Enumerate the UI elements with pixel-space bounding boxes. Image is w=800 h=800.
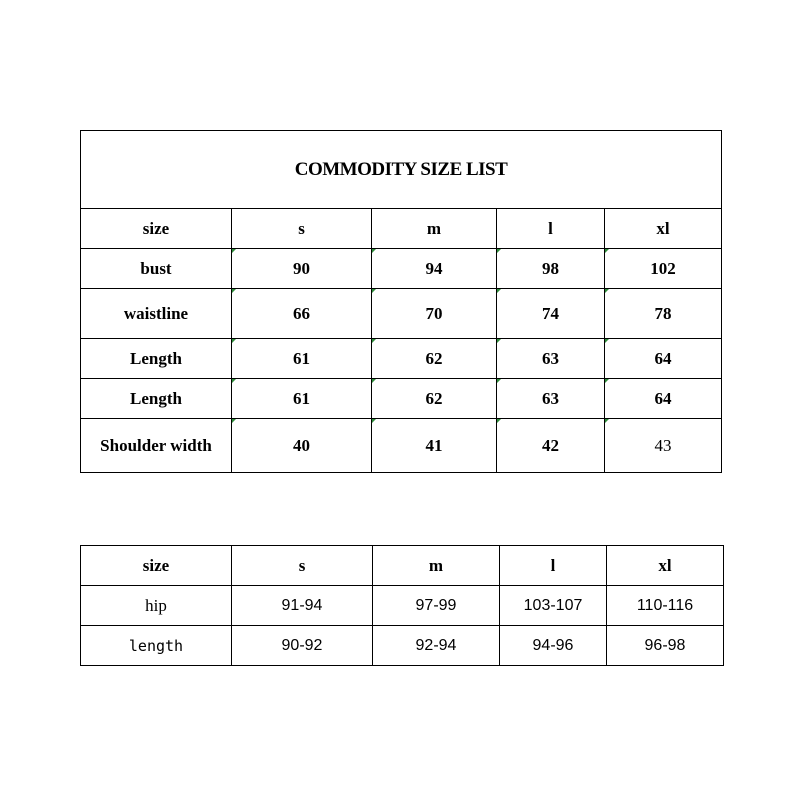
row-label: bust [81, 249, 232, 289]
table-cell: 62 [372, 339, 497, 379]
table-cell: 102 [605, 249, 722, 289]
table-cell: 91-94 [232, 586, 373, 626]
table-cell: 98 [497, 249, 605, 289]
hip-length-table [80, 545, 724, 666]
table-cell: 64 [605, 379, 722, 419]
table-cell: 94 [372, 249, 497, 289]
table-cell: 61 [232, 339, 372, 379]
row-label: Shoulder width [81, 419, 232, 473]
table-cell: 61 [232, 379, 372, 419]
table-cell: 63 [497, 379, 605, 419]
header-cell: l [500, 546, 607, 586]
table-cell: 43 [605, 419, 722, 473]
table-cell: 94-96 [500, 626, 607, 666]
table-row [81, 586, 724, 626]
row-label: Length [81, 379, 232, 419]
row-label: hip [81, 586, 232, 626]
table-cell: 66 [232, 289, 372, 339]
table-title: COMMODITY SIZE LIST [81, 131, 722, 209]
table-row [81, 249, 722, 289]
table-cell: 110-116 [607, 586, 724, 626]
header-cell: size [81, 209, 232, 249]
table-row [81, 289, 722, 339]
row-label: length [81, 626, 232, 666]
table-cell: 41 [372, 419, 497, 473]
table-cell: 90 [232, 249, 372, 289]
table-row [81, 379, 722, 419]
header-cell: s [232, 209, 372, 249]
header-cell: s [232, 546, 373, 586]
table-row [81, 626, 724, 666]
header-cell: m [372, 209, 497, 249]
table-cell: 40 [232, 419, 372, 473]
header-cell: xl [607, 546, 724, 586]
table-title-row [81, 131, 722, 209]
header-cell: m [373, 546, 500, 586]
row-label: waistline [81, 289, 232, 339]
table-cell: 62 [372, 379, 497, 419]
table-cell: 96-98 [607, 626, 724, 666]
table-cell: 97-99 [373, 586, 500, 626]
header-cell: xl [605, 209, 722, 249]
table-cell: 103-107 [500, 586, 607, 626]
table-cell: 63 [497, 339, 605, 379]
row-label: Length [81, 339, 232, 379]
table-cell: 78 [605, 289, 722, 339]
table-row [81, 419, 722, 473]
table-cell: 92-94 [373, 626, 500, 666]
header-cell: size [81, 546, 232, 586]
table-cell: 42 [497, 419, 605, 473]
header-cell: l [497, 209, 605, 249]
table-cell: 90-92 [232, 626, 373, 666]
table-cell: 70 [372, 289, 497, 339]
table-cell: 64 [605, 339, 722, 379]
table-cell: 74 [497, 289, 605, 339]
table-header-row [81, 546, 724, 586]
table-header-row [81, 209, 722, 249]
commodity-size-table [80, 130, 722, 473]
table-row [81, 339, 722, 379]
